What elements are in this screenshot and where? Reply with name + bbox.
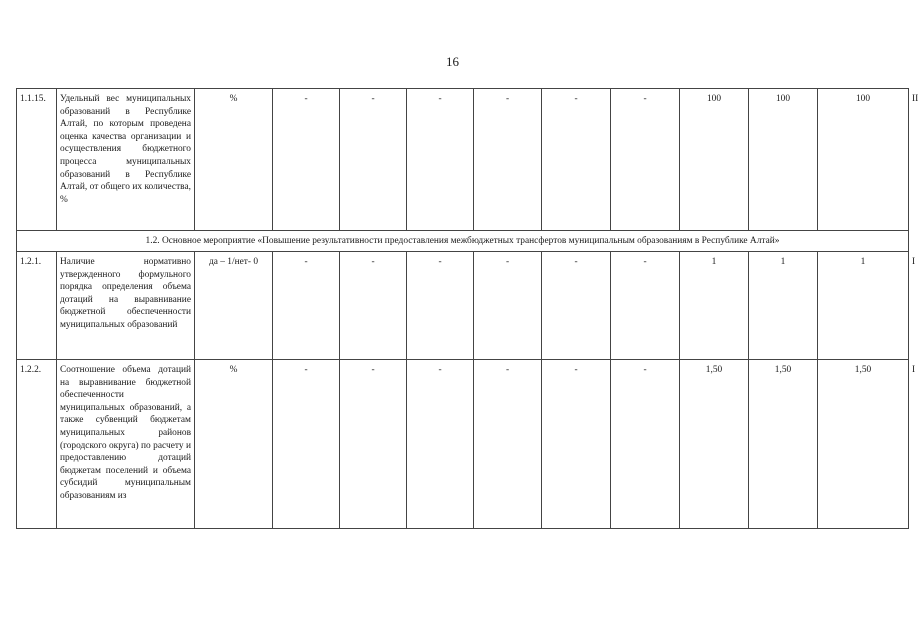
indicator-name: Соотношение объема дотаций на выравнивание бюджетной обеспеченности муниципальных образований, а также субвенций бюджетам муниципальных районов (городского округа) по расчету и предоставлению дотаций бюджетам поселений и объема субсидий муниципальным образованиям из (57, 360, 195, 529)
value-cell: - (542, 252, 611, 360)
value-cell: - (340, 89, 407, 231)
value-cell: - (340, 252, 407, 360)
page-number: 16 (446, 54, 459, 69)
value-cell: 100 (818, 89, 909, 231)
value-cell: 100 (680, 89, 749, 231)
row-number: 1.1.15. (17, 89, 57, 231)
value-cell: 1 (818, 252, 909, 360)
row-number: 1.2.1. (17, 252, 57, 360)
table-row: 1.2.2. Соотношение объема дотаций на выравнивание бюджетной обеспеченности муниципальных образований, а также субвенций бюджетам муниципальных районов (городского округа) по расчету и предоставлению дотаций бюджетам поселений и объема субсидий муниципальным образованиям из % - - - - - - 1,50 1,50 1,50 I (17, 360, 909, 529)
value-cell: - (611, 360, 680, 529)
value-cell: - (474, 89, 542, 231)
section-title: 1.2. Основное мероприятие «Повышение результативности предоставления межбюджетных трансфертов муниципальным образованиям в Республике Алтай» (17, 231, 909, 252)
unit-cell: да – 1/нет- 0 (195, 252, 273, 360)
value-cell: - (407, 360, 474, 529)
value-cell: - (273, 360, 340, 529)
value-cell: 1 (680, 252, 749, 360)
row-number: 1.2.2. (17, 360, 57, 529)
section-row (17, 231, 909, 252)
value-cell: - (542, 89, 611, 231)
value-cell: - (340, 360, 407, 529)
unit-cell: % (195, 360, 273, 529)
value-cell: 1,50 (749, 360, 818, 529)
value-cell: - (407, 89, 474, 231)
value-cell: 1 (749, 252, 818, 360)
value-cell: - (407, 252, 474, 360)
value-cell: 1,50 (680, 360, 749, 529)
value-cell: - (273, 89, 340, 231)
value-cell: 1,50 (818, 360, 909, 529)
indicator-name: Удельный вес муниципальных образований в Республике Алтай, по которым проведена оценка качества организации и осуществления бюджетного процесса муниципальных образований в Республике Алтай, от общего их количества, % (57, 89, 195, 231)
value-cell: - (611, 89, 680, 231)
value-cell: - (474, 360, 542, 529)
indicator-name: Наличие нормативно утвержденного формульного порядка определения объема дотаций на выравнивание бюджетной обеспеченности муниципальных образований (57, 252, 195, 360)
unit-cell: % (195, 89, 273, 231)
value-cell: - (611, 252, 680, 360)
value-cell: - (273, 252, 340, 360)
value-cell: - (542, 360, 611, 529)
table-row: 1.1.15. Удельный вес муниципальных образований в Республике Алтай, по которым проведена оценка качества организации и осуществления бюджетного процесса муниципальных образований в Республике Алтай, от общего их количества, % % - - - - - - 100 100 100 II (17, 89, 909, 231)
value-cell: 100 (749, 89, 818, 231)
value-cell: - (474, 252, 542, 360)
table-row: 1.2.1. Наличие нормативно утвержденного формульного порядка определения объема дотаций на выравнивание бюджетной обеспеченности муниципальных образований да – 1/нет- 0 - - - - - - 1 1 1 I (17, 252, 909, 360)
indicators-table (16, 88, 918, 529)
